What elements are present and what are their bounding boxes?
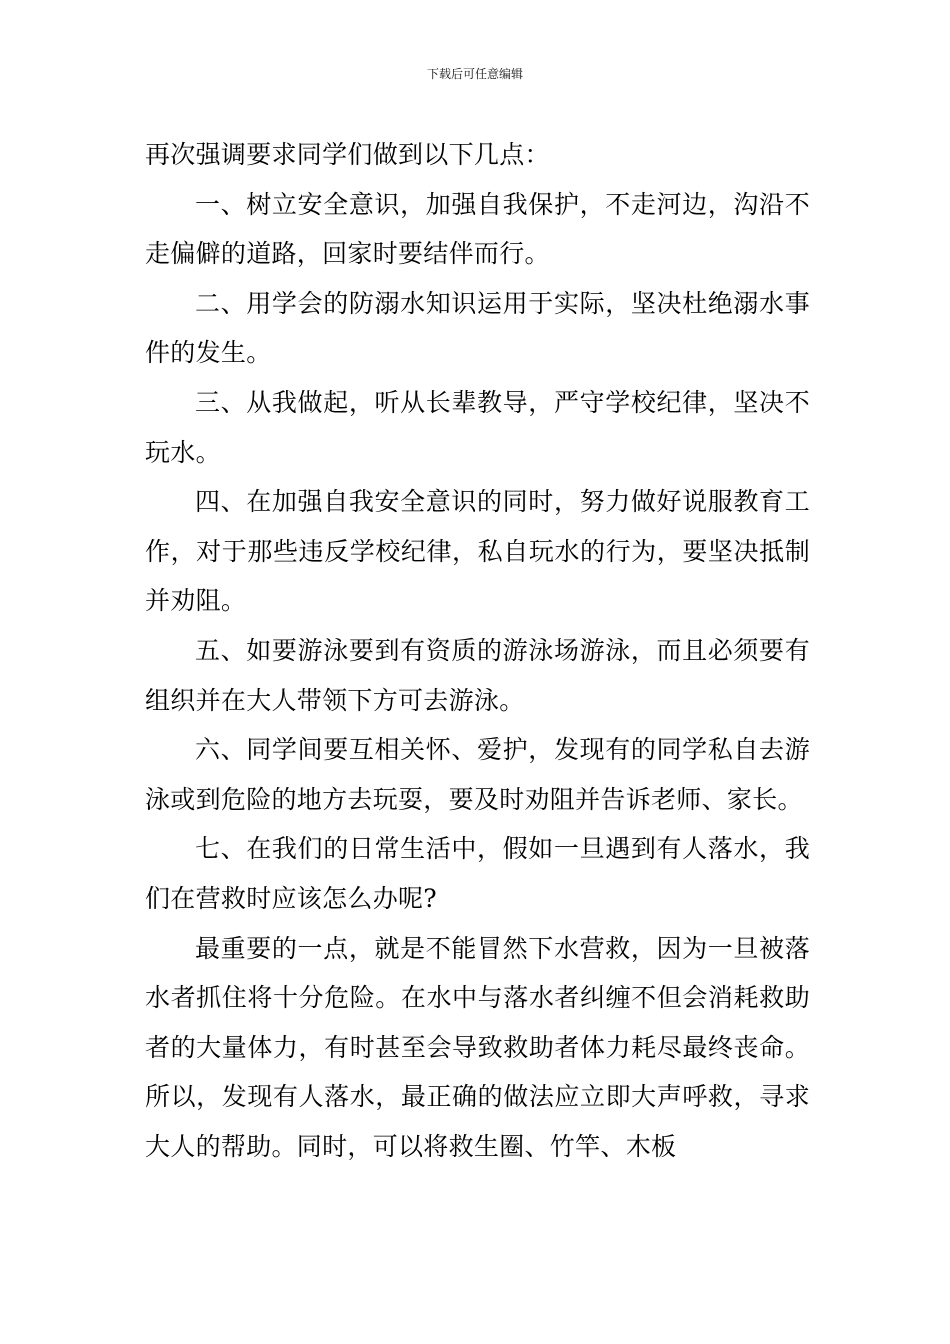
point-1-paragraph: 一、树立安全意识，加强自我保护，不走河边，沟沿不走偏僻的道路，回家时要结伴而行。 xyxy=(145,189,810,269)
point-5-paragraph: 五、如要游泳要到有资质的游泳场游泳，而且必须要有组织并在大人带领下方可去游泳。 xyxy=(145,635,810,715)
point-4-paragraph: 四、在加强自我安全意识的同时，努力做好说服教育工作，对于那些违反学校纪律，私自玩水的行为，要坚决抵制并劝阻。 xyxy=(145,487,810,616)
point-7-paragraph: 七、在我们的日常生活中，假如一旦遇到有人落水，我们在营救时应该怎么办呢? xyxy=(145,834,810,913)
point-6-paragraph: 六、同学间要互相关怀、爱护，发现有的同学私自去游泳或到危险的地方去玩耍，要及时劝阻并告诉老师、家长。 xyxy=(145,735,810,814)
point-3-paragraph: 三、从我做起，听从长辈教导，严守学校纪律，坚决不玩水。 xyxy=(145,387,810,467)
point-2-paragraph: 二、用学会的防溺水知识运用于实际，坚决杜绝溺水事件的发生。 xyxy=(145,288,810,368)
intro-paragraph: 再次强调要求同学们做到以下几点： xyxy=(145,140,550,169)
rescue-advice-paragraph: 最重要的一点，就是不能冒然下水营救，因为一旦被落水者抓住将十分危险。在水中与落水者纠缠不但会消耗救助者的大量体力，有时甚至会导致救助者体力耗尽最终丧命。所以，发现有人落水，最正确的做法应立即大声呼救，寻求大人的帮助。同时，可以将救生圈、竹竿、木板 xyxy=(145,933,810,1161)
document-body xyxy=(145,130,810,1171)
page-header: 下载后可任意编辑 xyxy=(426,67,523,81)
